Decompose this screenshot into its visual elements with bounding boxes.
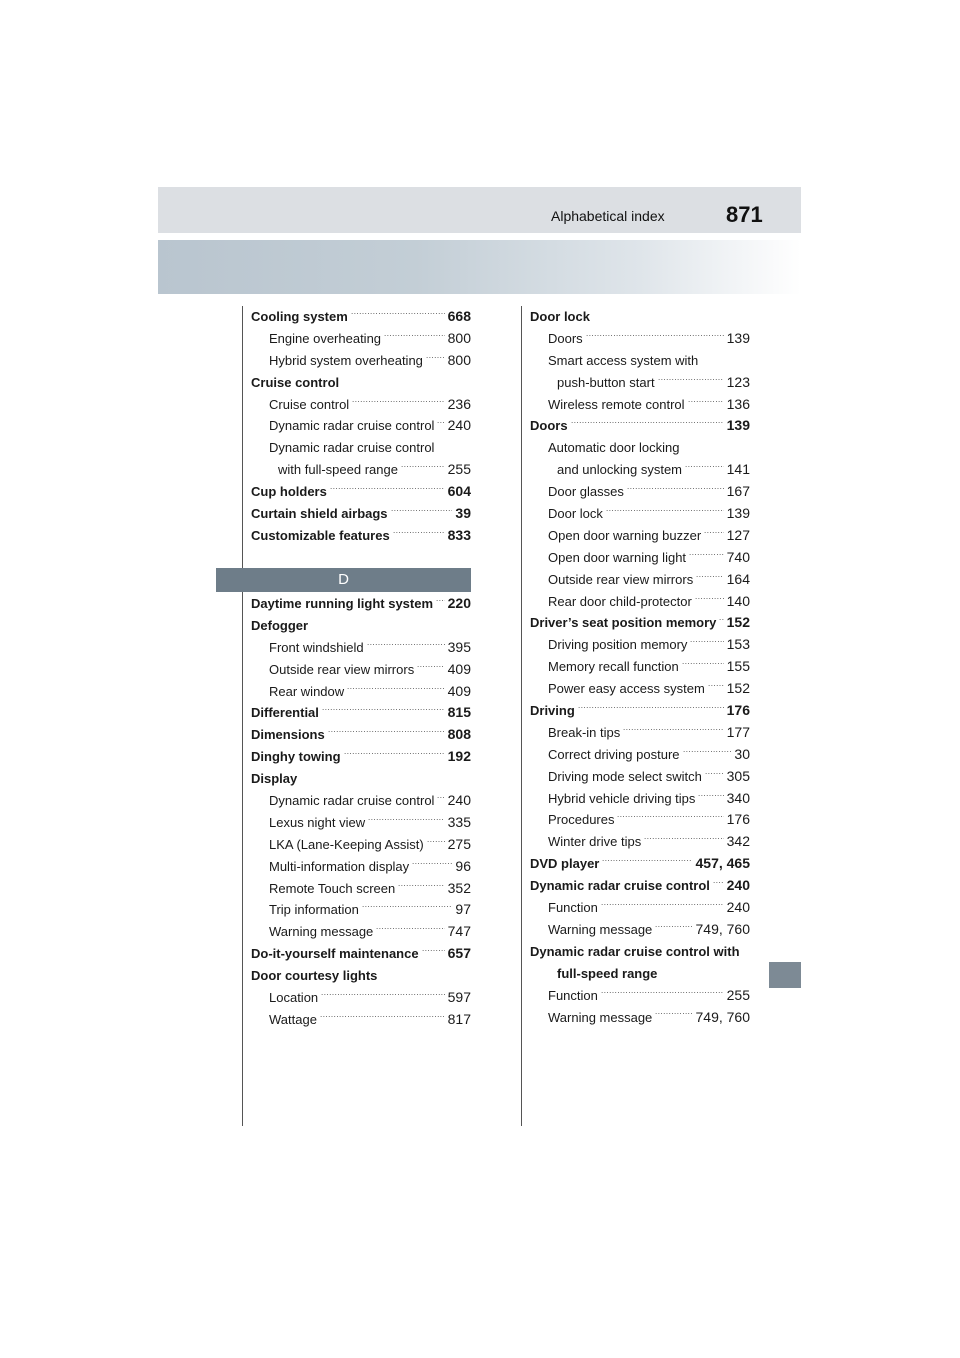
- entry-page-number: 668: [447, 308, 471, 324]
- index-subentry: [251, 812, 471, 834]
- leader-dots: [704, 525, 724, 547]
- entry-label: Dinghy towing: [251, 749, 341, 765]
- index-subentry: [530, 919, 750, 941]
- leader-dots: [436, 593, 445, 615]
- index-subentry: [251, 899, 471, 921]
- leader-dots: [393, 525, 445, 547]
- entry-page-number: 176: [726, 811, 750, 828]
- entry-page-number: 220: [447, 595, 471, 611]
- entry-label: Door glasses: [548, 484, 624, 500]
- leader-dots: [422, 943, 445, 965]
- index-entry: [251, 702, 471, 724]
- entry-label: Memory recall function: [548, 659, 679, 675]
- index-subentry: [251, 459, 471, 481]
- entry-page-number: 152: [726, 680, 750, 697]
- header-title: Alphabetical index: [551, 208, 665, 224]
- index-entry: [251, 481, 471, 503]
- entry-label: Customizable features: [251, 527, 390, 543]
- leader-dots: [601, 897, 724, 919]
- entry-label: Location: [269, 990, 319, 1006]
- section-letter: D: [338, 571, 349, 588]
- leader-dots: [321, 987, 445, 1009]
- leader-dots: [376, 921, 445, 943]
- leader-dots: [352, 394, 445, 416]
- leader-dots: [655, 1007, 692, 1029]
- entry-page-number: 177: [726, 723, 750, 740]
- leader-dots: [606, 503, 724, 525]
- index-subentry: [251, 437, 471, 459]
- leader-dots: [571, 415, 724, 437]
- entry-page-number: 815: [447, 704, 471, 721]
- index-subentry: [530, 503, 750, 525]
- leader-dots: [719, 612, 724, 634]
- leader-dots: [384, 328, 445, 350]
- index-subentry: [530, 394, 750, 416]
- index-subentry: [251, 878, 471, 900]
- leader-dots: [330, 481, 445, 503]
- index-subentry: [530, 788, 750, 810]
- index-entry: [251, 525, 471, 547]
- entry-label: Defogger: [251, 617, 309, 633]
- entry-page-number: 305: [726, 767, 750, 784]
- index-subentry: [251, 350, 471, 372]
- entry-label: Winter drive tips: [548, 834, 642, 850]
- entry-label: Do-it-yourself maintenance: [251, 946, 419, 962]
- index-subentry: [530, 328, 750, 350]
- entry-label: Smart access system with: [548, 352, 699, 368]
- index-subentry: [530, 350, 750, 372]
- index-subentry: [251, 637, 471, 659]
- index-subentry: [530, 437, 750, 459]
- index-subentry: [251, 328, 471, 350]
- entry-label: Function: [548, 900, 598, 916]
- entry-label: Cup holders: [251, 484, 327, 500]
- entry-page-number: 833: [447, 526, 471, 543]
- entry-page-number: 236: [447, 395, 471, 412]
- leader-dots: [417, 659, 445, 681]
- entry-page-number: 335: [447, 813, 471, 830]
- index-subentry: [530, 985, 750, 1007]
- leader-dots: [398, 878, 445, 900]
- entry-page-number: 740: [726, 548, 750, 565]
- entry-page-number: 817: [447, 1010, 471, 1027]
- entry-page-number: 597: [447, 989, 471, 1006]
- leader-dots: [683, 744, 731, 766]
- leader-dots: [713, 875, 724, 897]
- leader-dots: [412, 856, 452, 878]
- leader-dots: [627, 481, 724, 503]
- leader-dots: [698, 788, 724, 810]
- leader-dots: [689, 547, 724, 569]
- entry-label: Driver’s seat position memory: [530, 615, 717, 631]
- index-entry: [251, 768, 471, 790]
- left-column-b: [251, 593, 471, 1031]
- entry-page-number: 800: [447, 351, 471, 368]
- entry-label: Warning message: [548, 921, 653, 937]
- index-subentry: [530, 481, 750, 503]
- index-entry: [251, 503, 471, 525]
- entry-label: Driving position memory: [548, 637, 688, 653]
- index-entry: [530, 875, 750, 897]
- entry-page-number: 139: [726, 505, 750, 522]
- index-subentry: [251, 1009, 471, 1031]
- index-subentry: [530, 1007, 750, 1029]
- entry-label: Break-in tips: [548, 724, 621, 740]
- entry-page-number: 240: [447, 792, 471, 809]
- leader-dots: [391, 503, 452, 525]
- leader-dots: [328, 724, 445, 746]
- index-entry: [530, 963, 750, 985]
- entry-page-number: 123: [726, 373, 750, 390]
- index-entry: [530, 612, 750, 634]
- entry-label: full-speed range: [557, 965, 658, 981]
- leader-dots: [690, 634, 724, 656]
- entry-label: Multi-information display: [269, 858, 410, 874]
- entry-page-number: 152: [726, 614, 750, 631]
- entry-page-number: 342: [726, 833, 750, 850]
- entry-page-number: 240: [447, 417, 471, 434]
- entry-label: Outside rear view mirrors: [548, 571, 694, 587]
- index-entry: [530, 700, 750, 722]
- entry-label: and unlocking system: [557, 462, 683, 478]
- index-subentry: [251, 394, 471, 416]
- left-divider: [242, 306, 243, 1126]
- entry-label: LKA (Lane-Keeping Assist): [269, 836, 424, 852]
- entry-page-number: 155: [726, 658, 750, 675]
- index-entry: [251, 724, 471, 746]
- entry-label: Dimensions: [251, 727, 325, 743]
- index-subentry: [530, 809, 750, 831]
- leader-dots: [578, 700, 724, 722]
- leader-dots: [682, 656, 724, 678]
- entry-page-number: 141: [726, 461, 750, 478]
- index-entry: [530, 306, 750, 328]
- header-bar: [158, 187, 801, 233]
- entry-label: Daytime running light system: [251, 596, 434, 611]
- entry-label: Procedures: [548, 812, 615, 828]
- center-divider: [521, 306, 522, 1126]
- index-entry: [251, 615, 471, 637]
- leader-dots: [586, 328, 724, 350]
- entry-page-number: 255: [726, 986, 750, 1003]
- index-subentry: [251, 987, 471, 1009]
- index-subentry: [530, 525, 750, 547]
- entry-page-number: 97: [455, 901, 471, 918]
- leader-dots: [688, 394, 724, 416]
- entry-label: Cruise control: [269, 396, 350, 412]
- index-subentry: [530, 722, 750, 744]
- entry-page-number: 749, 760: [695, 920, 750, 937]
- entry-page-number: 39: [455, 505, 471, 522]
- leader-dots: [617, 809, 724, 831]
- entry-page-number: 409: [447, 682, 471, 699]
- entry-page-number: 604: [447, 483, 471, 500]
- entry-label: Dynamic radar cruise control: [269, 793, 435, 809]
- entry-page-number: 192: [447, 748, 471, 765]
- entry-page-number: 657: [447, 945, 471, 962]
- entry-label: Hybrid system overheating: [269, 352, 423, 368]
- index-entry: [251, 965, 471, 987]
- index-entry: [251, 943, 471, 965]
- index-subentry: [530, 766, 750, 788]
- entry-label: Wattage: [269, 1011, 317, 1027]
- entry-page-number: 395: [447, 638, 471, 655]
- entry-label: Hybrid vehicle driving tips: [548, 790, 696, 806]
- entry-page-number: 255: [447, 461, 471, 478]
- entry-label: Front windshield: [269, 639, 364, 655]
- left-column-a: [251, 306, 471, 547]
- entry-page-number: 139: [726, 329, 750, 346]
- leader-dots: [705, 766, 724, 788]
- entry-page-number: 409: [447, 660, 471, 677]
- entry-page-number: 127: [726, 526, 750, 543]
- entry-label: Engine overheating: [269, 330, 382, 346]
- entry-label: DVD player: [530, 856, 600, 872]
- index-subentry: [530, 591, 750, 613]
- entry-label: Doors: [530, 418, 568, 434]
- entry-page-number: 275: [447, 835, 471, 852]
- index-subentry: [251, 790, 471, 812]
- entry-page-number: 30: [734, 745, 750, 762]
- index-subentry: [530, 459, 750, 481]
- leader-dots: [695, 591, 724, 613]
- entry-label: Warning message: [548, 1009, 653, 1025]
- leader-dots: [320, 1009, 445, 1031]
- entry-label: Warning message: [269, 924, 374, 940]
- leader-dots: [427, 834, 445, 856]
- entry-label: Dynamic radar cruise control: [530, 878, 710, 894]
- index-subentry: [251, 415, 471, 437]
- leader-dots: [696, 569, 724, 591]
- entry-label: Lexus night view: [269, 814, 366, 830]
- entry-label: Cruise control: [251, 374, 340, 390]
- entry-page-number: 96: [455, 857, 471, 874]
- leader-dots: [437, 790, 445, 812]
- leader-dots: [658, 372, 724, 394]
- entry-page-number: 140: [726, 592, 750, 609]
- index-entry: [251, 746, 471, 768]
- leader-dots: [322, 702, 445, 724]
- leader-dots: [401, 459, 445, 481]
- entry-label: Door lock: [548, 506, 603, 522]
- entry-label: Door courtesy lights: [251, 968, 378, 984]
- entry-page-number: 240: [726, 877, 750, 894]
- entry-label: with full-speed range: [278, 462, 398, 478]
- entry-label: Cooling system: [251, 309, 348, 324]
- entry-page-number: 340: [726, 789, 750, 806]
- leader-dots: [362, 899, 452, 921]
- leader-dots: [623, 722, 724, 744]
- entry-label: Open door warning light: [548, 549, 687, 565]
- index-subentry: [251, 921, 471, 943]
- leader-dots: [426, 350, 445, 372]
- leader-dots: [351, 306, 445, 328]
- leader-dots: [367, 637, 445, 659]
- leader-dots: [644, 831, 724, 853]
- entry-label: Trip information: [269, 902, 359, 918]
- entry-label: Dynamic radar cruise control with: [530, 943, 740, 959]
- entry-page-number: 240: [726, 899, 750, 916]
- entry-label: Wireless remote control: [548, 396, 685, 412]
- entry-page-number: 747: [447, 923, 471, 940]
- entry-label: Door lock: [530, 309, 590, 324]
- index-entry: [251, 372, 471, 394]
- index-subentry: [530, 897, 750, 919]
- entry-label: Outside rear view mirrors: [269, 661, 415, 677]
- entry-label: Function: [548, 987, 598, 1003]
- entry-label: Open door warning buzzer: [548, 527, 702, 543]
- index-entry: [530, 415, 750, 437]
- entry-page-number: 800: [447, 329, 471, 346]
- index-entry: [530, 853, 750, 875]
- entry-label: Driving mode select switch: [548, 768, 702, 784]
- entry-page-number: 457, 465: [695, 855, 750, 872]
- index-subentry: [251, 834, 471, 856]
- entry-page-number: 136: [726, 395, 750, 412]
- leader-dots: [708, 678, 724, 700]
- entry-page-number: 164: [726, 570, 750, 587]
- leader-dots: [685, 459, 724, 481]
- entry-page-number: 749, 760: [695, 1008, 750, 1025]
- index-subentry: [530, 656, 750, 678]
- entry-label: push-button start: [557, 374, 655, 390]
- page-number: 871: [726, 202, 763, 227]
- entry-page-number: 176: [726, 702, 750, 719]
- index-subentry: [251, 681, 471, 703]
- entry-label: Remote Touch screen: [269, 880, 396, 896]
- index-entry: [251, 306, 471, 328]
- entry-label: Automatic door locking: [548, 440, 680, 456]
- entry-label: Rear window: [269, 683, 345, 699]
- entry-page-number: 139: [726, 417, 750, 434]
- leader-dots: [602, 853, 692, 875]
- index-subentry: [530, 678, 750, 700]
- index-subentry: [530, 831, 750, 853]
- index-subentry: [251, 856, 471, 878]
- index-subentry: [530, 569, 750, 591]
- entry-label: Rear door child-protector: [548, 593, 692, 609]
- entry-page-number: 153: [726, 636, 750, 653]
- index-subentry: [530, 547, 750, 569]
- leader-dots: [437, 415, 445, 437]
- index-entry: [530, 941, 750, 963]
- entry-label: Doors: [548, 330, 583, 346]
- leader-dots: [347, 681, 445, 703]
- entry-label: Power easy access system: [548, 681, 705, 697]
- index-entry: [251, 593, 471, 615]
- entry-page-number: 352: [447, 879, 471, 896]
- leader-dots: [655, 919, 692, 941]
- entry-label: Curtain shield airbags: [251, 506, 388, 522]
- entry-label: Dynamic radar cruise control: [269, 440, 435, 456]
- entry-label: Dynamic radar cruise control: [269, 418, 435, 434]
- leader-dots: [344, 746, 445, 768]
- entry-label: Display: [251, 771, 298, 787]
- entry-label: Correct driving posture: [548, 746, 680, 762]
- index-subentry: [530, 634, 750, 656]
- index-subentry: [530, 372, 750, 394]
- entry-page-number: 808: [447, 726, 471, 743]
- leader-dots: [368, 812, 445, 834]
- entry-label: Driving: [530, 703, 575, 719]
- section-header-d: [216, 568, 471, 592]
- index-subentry: [530, 744, 750, 766]
- header-gradient-band: [158, 240, 801, 294]
- side-thumb-tab: [769, 962, 801, 988]
- entry-label: Differential: [251, 705, 319, 721]
- leader-dots: [601, 985, 724, 1007]
- index-subentry: [251, 659, 471, 681]
- right-column: [530, 306, 750, 1028]
- entry-page-number: 167: [726, 483, 750, 500]
